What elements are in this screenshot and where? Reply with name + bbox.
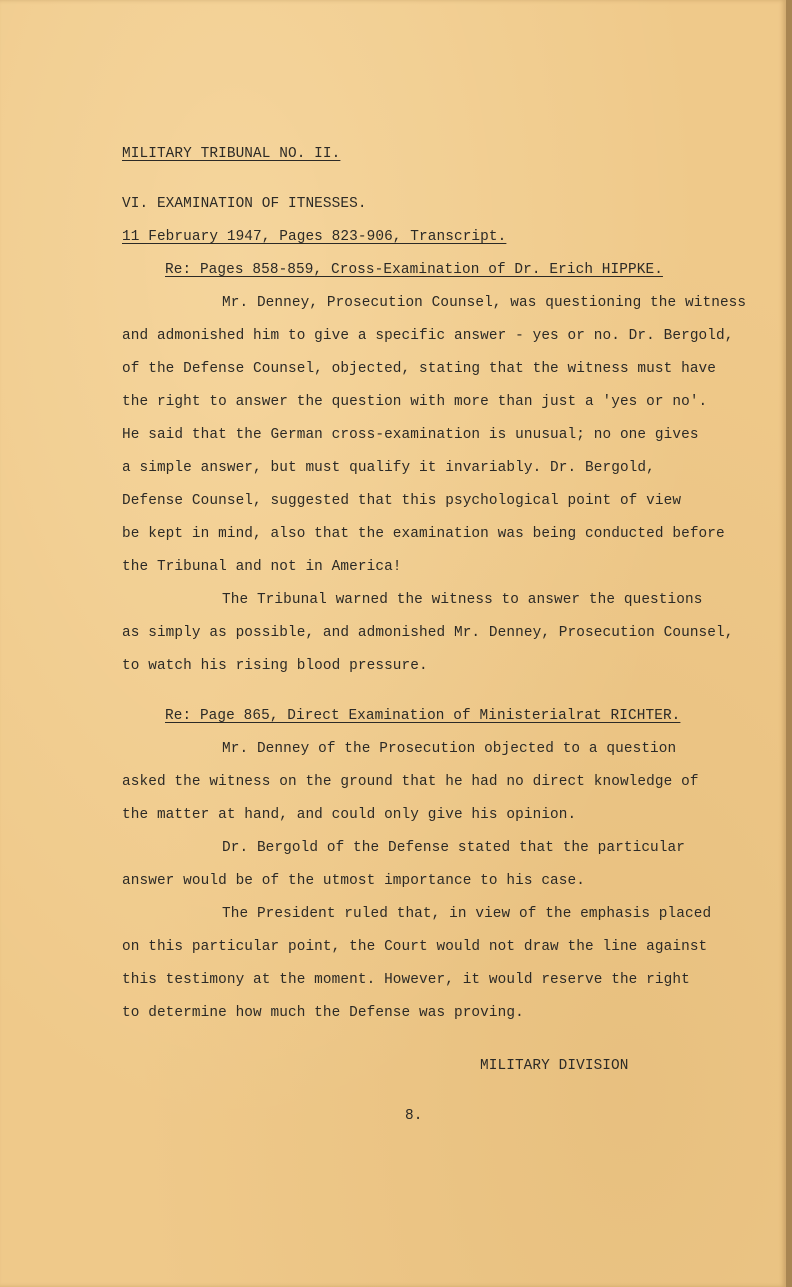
paragraph-line: asked the witness on the ground that he had no direct knowledge of	[122, 774, 699, 790]
transcript-date-line: 11 February 1947, Pages 823-906, Transcript.	[122, 229, 507, 245]
paragraph-line: this testimony at the moment. However, it would reserve the right	[122, 972, 690, 988]
page-edge	[786, 0, 792, 1287]
paragraph-line: the right to answer the question with more than just a 'yes or no'.	[122, 394, 708, 410]
paragraph-line: The President ruled that, in view of the emphasis placed	[222, 906, 712, 922]
paragraph-line: a simple answer, but must qualify it invariably. Dr. Bergold,	[122, 460, 655, 476]
page-number: 8.	[405, 1108, 423, 1124]
section-title: VI. EXAMINATION OF ITNESSES.	[122, 196, 367, 212]
section-heading-hippke: Re: Pages 858-859, Cross-Examination of Dr. Erich HIPPKE.	[165, 262, 663, 278]
tribunal-heading: MILITARY TRIBUNAL NO. II.	[122, 146, 341, 162]
paragraph-line: on this particular point, the Court would not draw the line against	[122, 939, 708, 955]
paragraph-line: The Tribunal warned the witness to answer the questions	[222, 592, 703, 608]
paragraph-line: Dr. Bergold of the Defense stated that the particular	[222, 840, 685, 856]
paragraph-line: Defense Counsel, suggested that this psychological point of view	[122, 493, 682, 509]
paragraph-line: and admonished him to give a specific answer - yes or no. Dr. Bergold,	[122, 328, 734, 344]
paragraph-line: to determine how much the Defense was proving.	[122, 1005, 524, 1021]
section-heading-richter: Re: Page 865, Direct Examination of Ministerialrat RICHTER.	[165, 708, 681, 724]
paragraph-line: of the Defense Counsel, objected, stating that the witness must have	[122, 361, 717, 377]
paragraph-line: He said that the German cross-examination is unusual; no one gives	[122, 427, 699, 443]
paragraph-line: Mr. Denney, Prosecution Counsel, was questioning the witness	[222, 295, 747, 311]
paragraph-line: to watch his rising blood pressure.	[122, 658, 428, 674]
paragraph-line: Mr. Denney of the Prosecution objected to a question	[222, 741, 677, 757]
paragraph-line: as simply as possible, and admonished Mr. Denney, Prosecution Counsel,	[122, 625, 734, 641]
paragraph-line: the Tribunal and not in America!	[122, 559, 402, 575]
paragraph-line: be kept in mind, also that the examination was being conducted before	[122, 526, 725, 542]
paragraph-line: answer would be of the utmost importance to his case.	[122, 873, 585, 889]
division-signature: MILITARY DIVISION	[480, 1058, 629, 1074]
paragraph-line: the matter at hand, and could only give his opinion.	[122, 807, 577, 823]
